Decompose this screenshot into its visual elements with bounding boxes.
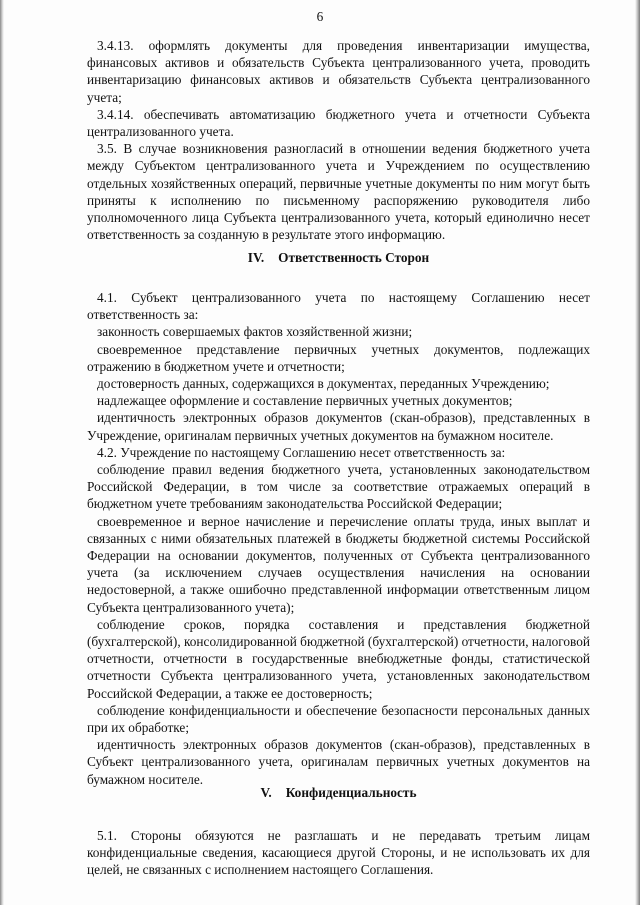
page-number: 6	[316, 9, 324, 24]
list-item-4-2: соблюдение сроков, порядка составления и представления бюджетной (бухгалтерской), консолидированной бюджетной (бухгалтерской) отчетности, налоговой отчетности, отчетности в государственные внебюджетные фонды, статистической отчетности Субъекта централизованного учета, установленных законодательством Российской Федерации, а также ее достоверность;	[87, 616, 590, 701]
clause-3-4-14: 3.4.14. обеспечивать автоматизацию бюджетного учета и отчетности Субъекта централизованного учета.	[87, 106, 590, 140]
list-item-4-1: достоверность данных, содержащихся в документах, переданных Учреждению;	[97, 376, 550, 392]
clauses-3-4-13-to-3-5	[87, 37, 590, 243]
section-4-body	[87, 289, 590, 788]
section-4-number: IV.	[247, 250, 265, 265]
scan-edge-right	[635, 0, 640, 905]
clause-4-2: 4.2. Учреждение по настоящему Соглашению несет ответственность за:	[97, 444, 506, 460]
clause-3-5: 3.5. В случае возникновения разногласий в отношении ведения бюджетного учета между Субъектом централизованного учета и Учреждением по осуществлению отдельных хозяйственных операций, первичные учетные документы по ним могут быть приняты к исполнению по письменному распоряжению руководителя либо уполномоченного лица Субъекта централизованного учета, который единолично несет ответственность за созданную в результате этого информацию.	[87, 141, 590, 243]
section-5-heading	[87, 784, 590, 801]
section-5-number: V.	[260, 785, 272, 800]
list-item-4-1: законность совершаемых фактов хозяйственной жизни;	[97, 324, 413, 340]
clause-3-4-13: 3.4.13. оформлять документы для проведения инвентаризации имущества, финансовых активов и обязательств Субъекта централизованного учета, проводить инвентаризацию финансовых активов и обязательств Субъекта централизованного учета;	[87, 38, 590, 105]
list-item-4-1: надлежащее оформление и составление первичных учетных документов;	[97, 393, 513, 409]
section-4-heading	[87, 249, 590, 266]
list-item-4-2: идентичность электронных образов документов (скан-образов), представленных в Субъект централизованного учета, оригиналам первичных учетных документов на бумажном носителе.	[87, 737, 590, 787]
list-item-4-2: своевременное и верное начисление и перечисление оплаты труда, иных выплат и связанных с ними обязательных платежей в бюджеты бюджетной системы Российской Федерации на основании документов, полученных от Субъекта централизованного учета (за исключением случаев осуществления начисления на основании недостоверной, а также ошибочно представленной информации ответственным лицом Субъекта централизованного учета);	[87, 513, 590, 615]
list-item-4-1: своевременное представление первичных учетных документов, подлежащих отражению в бюджетном учете и отчетности;	[87, 341, 590, 374]
scan-edge-left	[0, 0, 4, 905]
section-5-title: Конфиденциальность	[285, 785, 417, 800]
list-item-4-2: соблюдение конфиденциальности и обеспечение безопасности персональных данных при их обработке;	[87, 702, 590, 736]
section-4-title: Ответственность Сторон	[278, 250, 430, 265]
clause-4-1: 4.1. Субъект централизованного учета по настоящему Соглашению несет ответственность за:	[87, 290, 590, 323]
list-item-4-2: соблюдение правил ведения бюджетного учета, установленных законодательством Российской Федерации, в том числе за соответствие отражаемых операций в бюджетном учете требованиям законодательства Российской Федерации;	[87, 462, 590, 512]
section-5-body	[87, 827, 590, 879]
list-item-4-1: идентичность электронных образов документов (скан-образов), представленных в Учреждение, оригиналам первичных учетных документов на бумажном носителе.	[87, 410, 590, 443]
clause-5-1: 5.1. Стороны обязуются не разглашать и не передавать третьим лицам конфиденциальные сведения, касающиеся другой Стороны, и не использовать их для целей, не связанных с исполнением настоящего Соглашения.	[87, 828, 590, 878]
